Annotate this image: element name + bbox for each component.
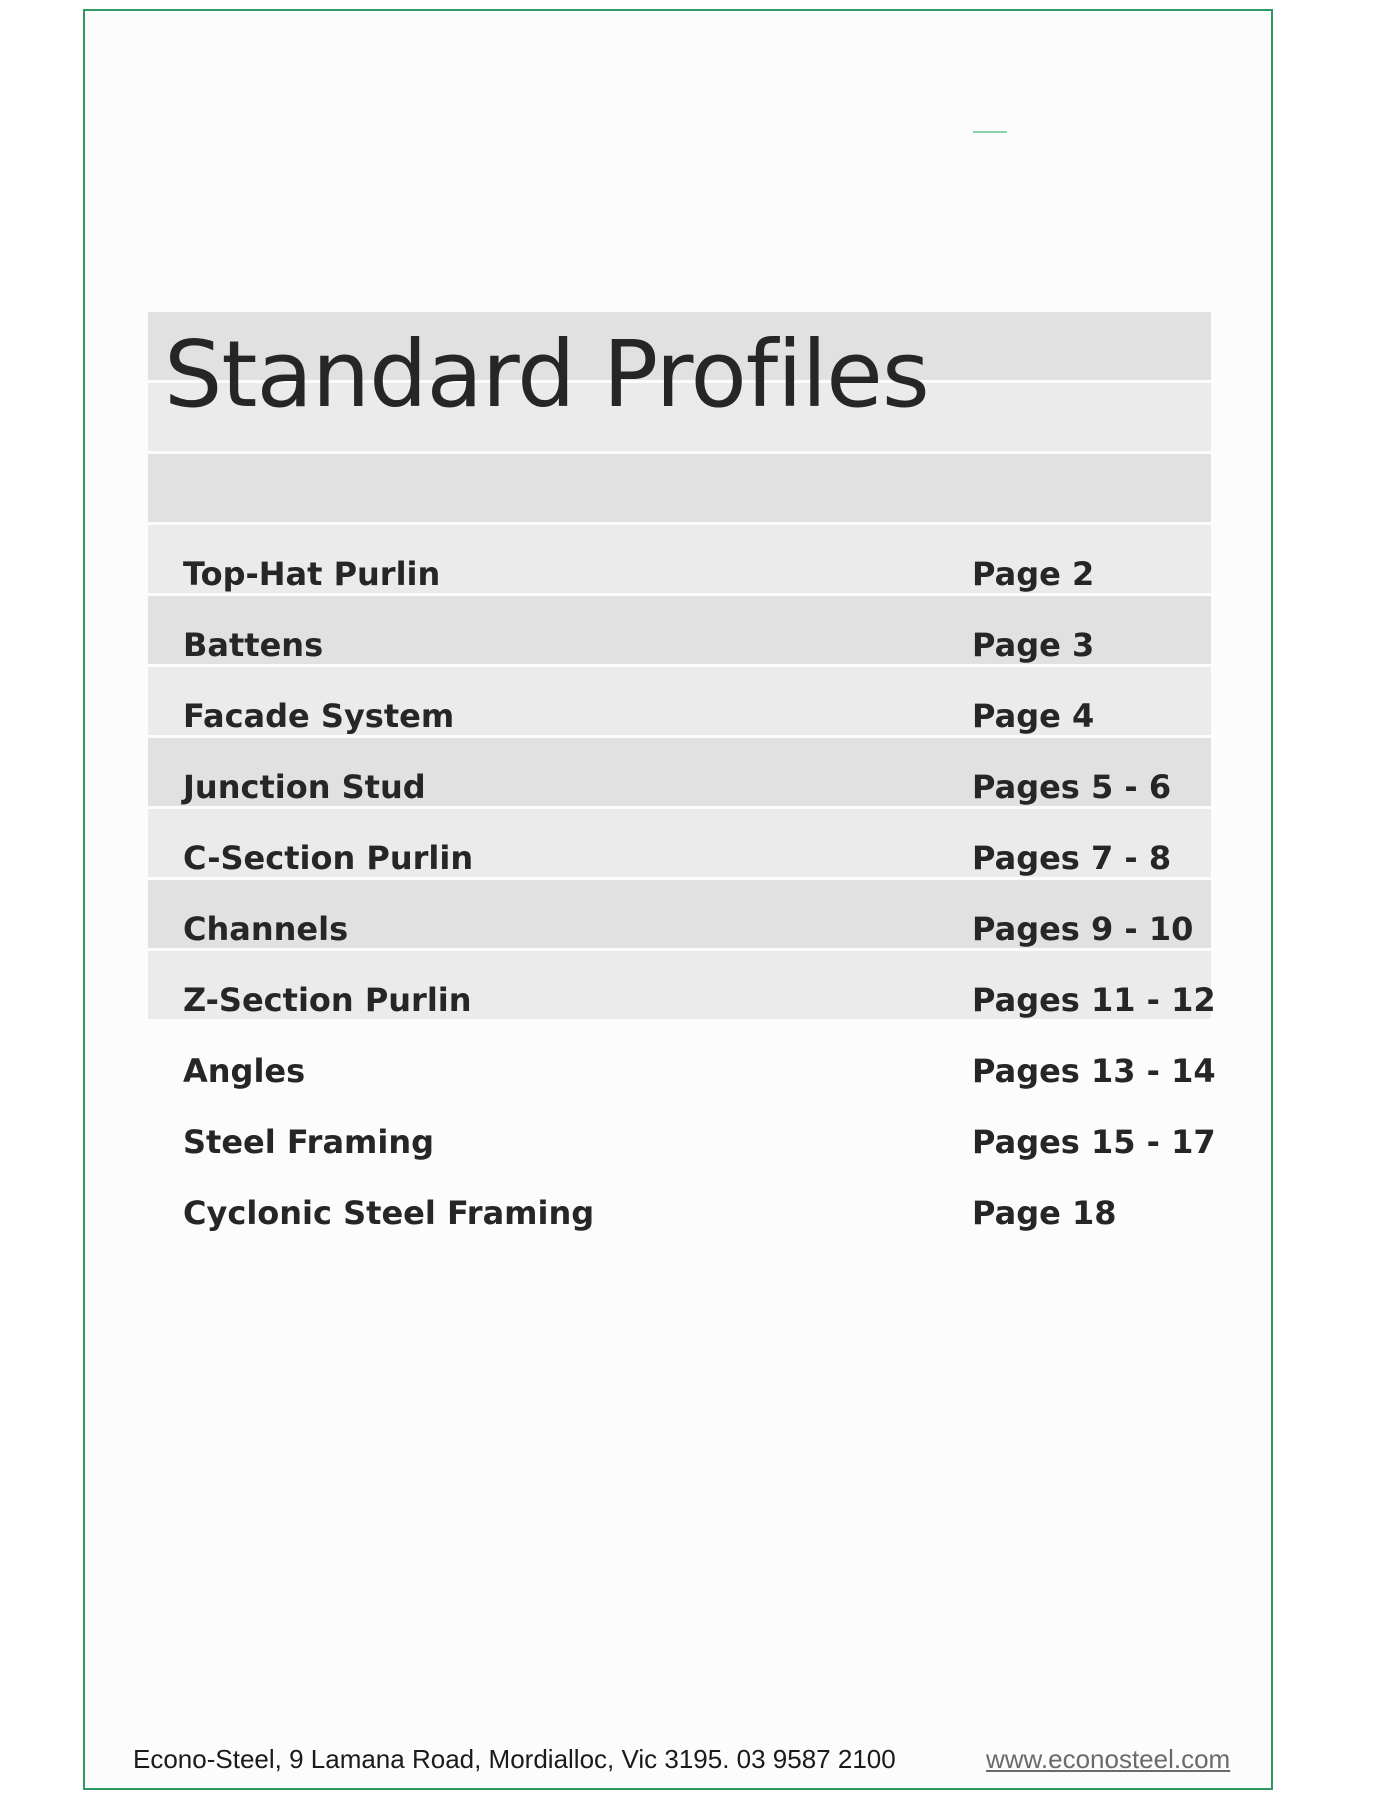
footer-address: Econo-Steel, 9 Lamana Road, Mordialloc, Vic 3195. 03 9587 2100	[133, 1744, 896, 1774]
toc-entry-label: Cyclonic Steel Framing	[183, 1194, 595, 1232]
toc-entry-label: Steel Framing	[183, 1123, 435, 1161]
toc-row[interactable]	[183, 833, 1203, 883]
page-title: Standard Profiles	[164, 321, 929, 428]
toc-row[interactable]	[183, 691, 1203, 741]
toc-row[interactable]	[183, 1117, 1216, 1167]
toc-row[interactable]	[183, 762, 1203, 812]
toc-entry-page: Page 3	[972, 626, 1095, 664]
toc-entry-page: Page 18	[972, 1194, 1117, 1232]
toc-row[interactable]	[183, 975, 1216, 1025]
toc-row[interactable]	[183, 904, 1203, 954]
toc-entry-page: Pages 5 - 6	[972, 768, 1172, 806]
toc-entry-label: Channels	[183, 910, 349, 948]
toc-entry-page: Pages 11 - 12	[972, 981, 1216, 1019]
toc-entry-label: Battens	[183, 626, 324, 664]
toc-entry-label: C-Section Purlin	[183, 839, 474, 877]
website-link[interactable]: www.econosteel.com	[986, 1744, 1231, 1774]
toc-entry-label: Z-Section Purlin	[183, 981, 472, 1019]
toc-row[interactable]	[183, 620, 1203, 670]
toc-row[interactable]	[183, 549, 1203, 599]
toc-entry-page: Pages 13 - 14	[972, 1052, 1216, 1090]
toc-entry-label: Top-Hat Purlin	[183, 555, 441, 593]
toc-entry-page: Pages 15 - 17	[972, 1123, 1216, 1161]
toc-entry-page: Pages 9 - 10	[972, 910, 1194, 948]
toc-entry-page: Page 2	[972, 555, 1095, 593]
toc-entry-page: Pages 7 - 8	[972, 839, 1172, 877]
toc-row[interactable]	[183, 1188, 1203, 1238]
toc-entry-label: Facade System	[183, 697, 455, 735]
toc-entry-page: Page 4	[972, 697, 1095, 735]
toc-entry-label: Junction Stud	[183, 768, 426, 806]
toc-row[interactable]	[183, 1046, 1216, 1096]
toc-entry-label: Angles	[183, 1052, 306, 1090]
